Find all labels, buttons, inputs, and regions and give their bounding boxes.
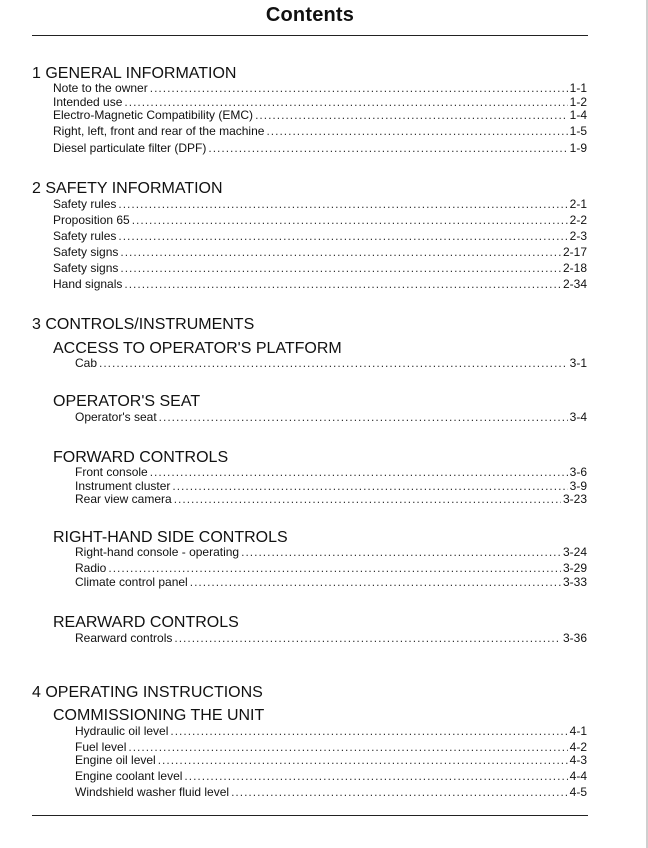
toc-entry[interactable] xyxy=(75,575,587,589)
entry-label: Safety rules xyxy=(53,229,117,243)
toc-entry[interactable] xyxy=(75,545,587,559)
dot-leader xyxy=(128,740,567,754)
entry-page: 4-4 xyxy=(569,769,587,783)
entry-label: Radio xyxy=(75,561,107,575)
toc-entry[interactable] xyxy=(75,769,587,783)
top-divider xyxy=(32,35,588,36)
entry-label: Diesel particulate filter (DPF) xyxy=(53,141,207,155)
entry-page: 2-3 xyxy=(569,229,587,243)
chapter-heading: 3 CONTROLS/INSTRUMENTS xyxy=(32,316,255,333)
dot-leader xyxy=(184,769,567,783)
entry-page: 1-1 xyxy=(569,81,587,95)
toc-entry[interactable] xyxy=(53,229,587,243)
entry-page: 3-4 xyxy=(569,410,587,424)
toc-entry[interactable] xyxy=(53,245,587,259)
entry-page: 4-3 xyxy=(569,753,587,767)
entry-label: Front console xyxy=(75,465,148,479)
section-heading: FORWARD CONTROLS xyxy=(53,449,229,466)
entry-label: Operator's seat xyxy=(75,410,157,424)
entry-label: Note to the owner xyxy=(53,81,148,95)
section-heading: REARWARD CONTROLS xyxy=(53,614,239,631)
toc-entry[interactable] xyxy=(75,740,587,754)
entry-page: 3-24 xyxy=(562,545,587,559)
dot-leader xyxy=(231,785,568,799)
dot-leader xyxy=(120,261,561,275)
toc-entry[interactable] xyxy=(53,213,587,227)
dot-leader xyxy=(158,753,568,767)
toc-entry[interactable] xyxy=(75,356,587,370)
dot-leader xyxy=(190,575,561,589)
chapter-heading: 2 SAFETY INFORMATION xyxy=(32,180,223,197)
entry-page: 1-9 xyxy=(569,141,587,155)
dot-leader xyxy=(118,197,567,211)
entry-page: 2-34 xyxy=(562,277,587,291)
entry-label: Hydraulic oil level xyxy=(75,724,169,738)
entry-label: Safety rules xyxy=(53,197,117,211)
entry-page: 3-36 xyxy=(562,631,587,645)
toc-entry[interactable] xyxy=(75,465,587,479)
toc-entry[interactable] xyxy=(75,479,587,493)
entry-page: 1-5 xyxy=(569,124,587,138)
chapter-heading: 1 GENERAL INFORMATION xyxy=(32,65,237,82)
entry-label: Instrument cluster xyxy=(75,479,171,493)
dot-leader xyxy=(174,631,561,645)
toc-entry[interactable] xyxy=(75,785,587,799)
section-heading: ACCESS TO OPERATOR'S PLATFORM xyxy=(53,340,342,357)
entry-page: 1-4 xyxy=(569,108,587,122)
entry-label: Hand signals xyxy=(53,277,123,291)
dot-leader xyxy=(150,465,568,479)
toc-entry[interactable] xyxy=(53,95,587,109)
toc-entry[interactable] xyxy=(53,277,587,291)
dot-leader xyxy=(124,277,561,291)
entry-label: Right, left, front and rear of the machine xyxy=(53,124,265,138)
entry-label: Rearward controls xyxy=(75,631,173,645)
toc-entry[interactable] xyxy=(53,197,587,211)
entry-page: 3-29 xyxy=(562,561,587,575)
entry-page: 2-1 xyxy=(569,197,587,211)
toc-entry[interactable] xyxy=(75,753,587,767)
entry-page: 2-2 xyxy=(569,213,587,227)
entry-label: Proposition 65 xyxy=(53,213,130,227)
bottom-divider xyxy=(32,815,588,816)
entry-page: 1-2 xyxy=(569,95,587,109)
dot-leader xyxy=(132,213,568,227)
toc-entry[interactable] xyxy=(53,108,587,122)
entry-page: 2-17 xyxy=(562,245,587,259)
section-heading: OPERATOR'S SEAT xyxy=(53,393,201,410)
entry-page: 2-18 xyxy=(562,261,587,275)
entry-page: 3-1 xyxy=(569,356,587,370)
dot-leader xyxy=(124,95,567,109)
entry-label: Climate control panel xyxy=(75,575,188,589)
toc-entry[interactable] xyxy=(75,410,587,424)
dot-leader xyxy=(266,124,567,138)
section-heading: RIGHT-HAND SIDE CONTROLS xyxy=(53,529,288,546)
dot-leader xyxy=(255,108,568,122)
page-title: Contents xyxy=(265,4,355,26)
entry-label: Cab xyxy=(75,356,98,370)
toc-entry[interactable] xyxy=(75,561,587,575)
entry-label: Rear view camera xyxy=(75,492,172,506)
toc-entry[interactable] xyxy=(53,81,587,95)
dot-leader xyxy=(172,479,567,493)
dot-leader xyxy=(208,141,567,155)
toc-entry[interactable] xyxy=(75,492,587,506)
toc-entry[interactable] xyxy=(53,261,587,275)
entry-page: 3-9 xyxy=(569,479,587,493)
entry-label: Electro-Magnetic Compatibility (EMC) xyxy=(53,108,254,122)
entry-page: 3-23 xyxy=(562,492,587,506)
toc-entry[interactable] xyxy=(75,724,587,738)
section-heading: COMMISSIONING THE UNIT xyxy=(53,707,265,724)
dot-leader xyxy=(120,245,561,259)
entry-page: 4-1 xyxy=(569,724,587,738)
toc-entry[interactable] xyxy=(53,141,587,155)
dot-leader xyxy=(174,492,561,506)
toc-entry[interactable] xyxy=(53,124,587,138)
entry-page: 4-2 xyxy=(569,740,587,754)
dot-leader xyxy=(150,81,568,95)
dot-leader xyxy=(241,545,561,559)
entry-page: 3-6 xyxy=(569,465,587,479)
entry-label: Fuel level xyxy=(75,740,127,754)
chapter-heading: 4 OPERATING INSTRUCTIONS xyxy=(32,684,263,701)
entry-label: Engine coolant level xyxy=(75,769,183,783)
entry-label: Safety signs xyxy=(53,261,119,275)
entry-page: 4-5 xyxy=(569,785,587,799)
entry-label: Right-hand console - operating xyxy=(75,545,240,559)
dot-leader xyxy=(170,724,567,738)
entry-label: Windshield washer fluid level xyxy=(75,785,230,799)
dot-leader xyxy=(118,229,567,243)
entry-label: Intended use xyxy=(53,95,123,109)
dot-leader xyxy=(108,561,561,575)
toc-entry[interactable] xyxy=(75,631,587,645)
dot-leader xyxy=(99,356,568,370)
entry-page: 3-33 xyxy=(562,575,587,589)
entry-label: Safety signs xyxy=(53,245,119,259)
dot-leader xyxy=(159,410,568,424)
entry-label: Engine oil level xyxy=(75,753,156,767)
